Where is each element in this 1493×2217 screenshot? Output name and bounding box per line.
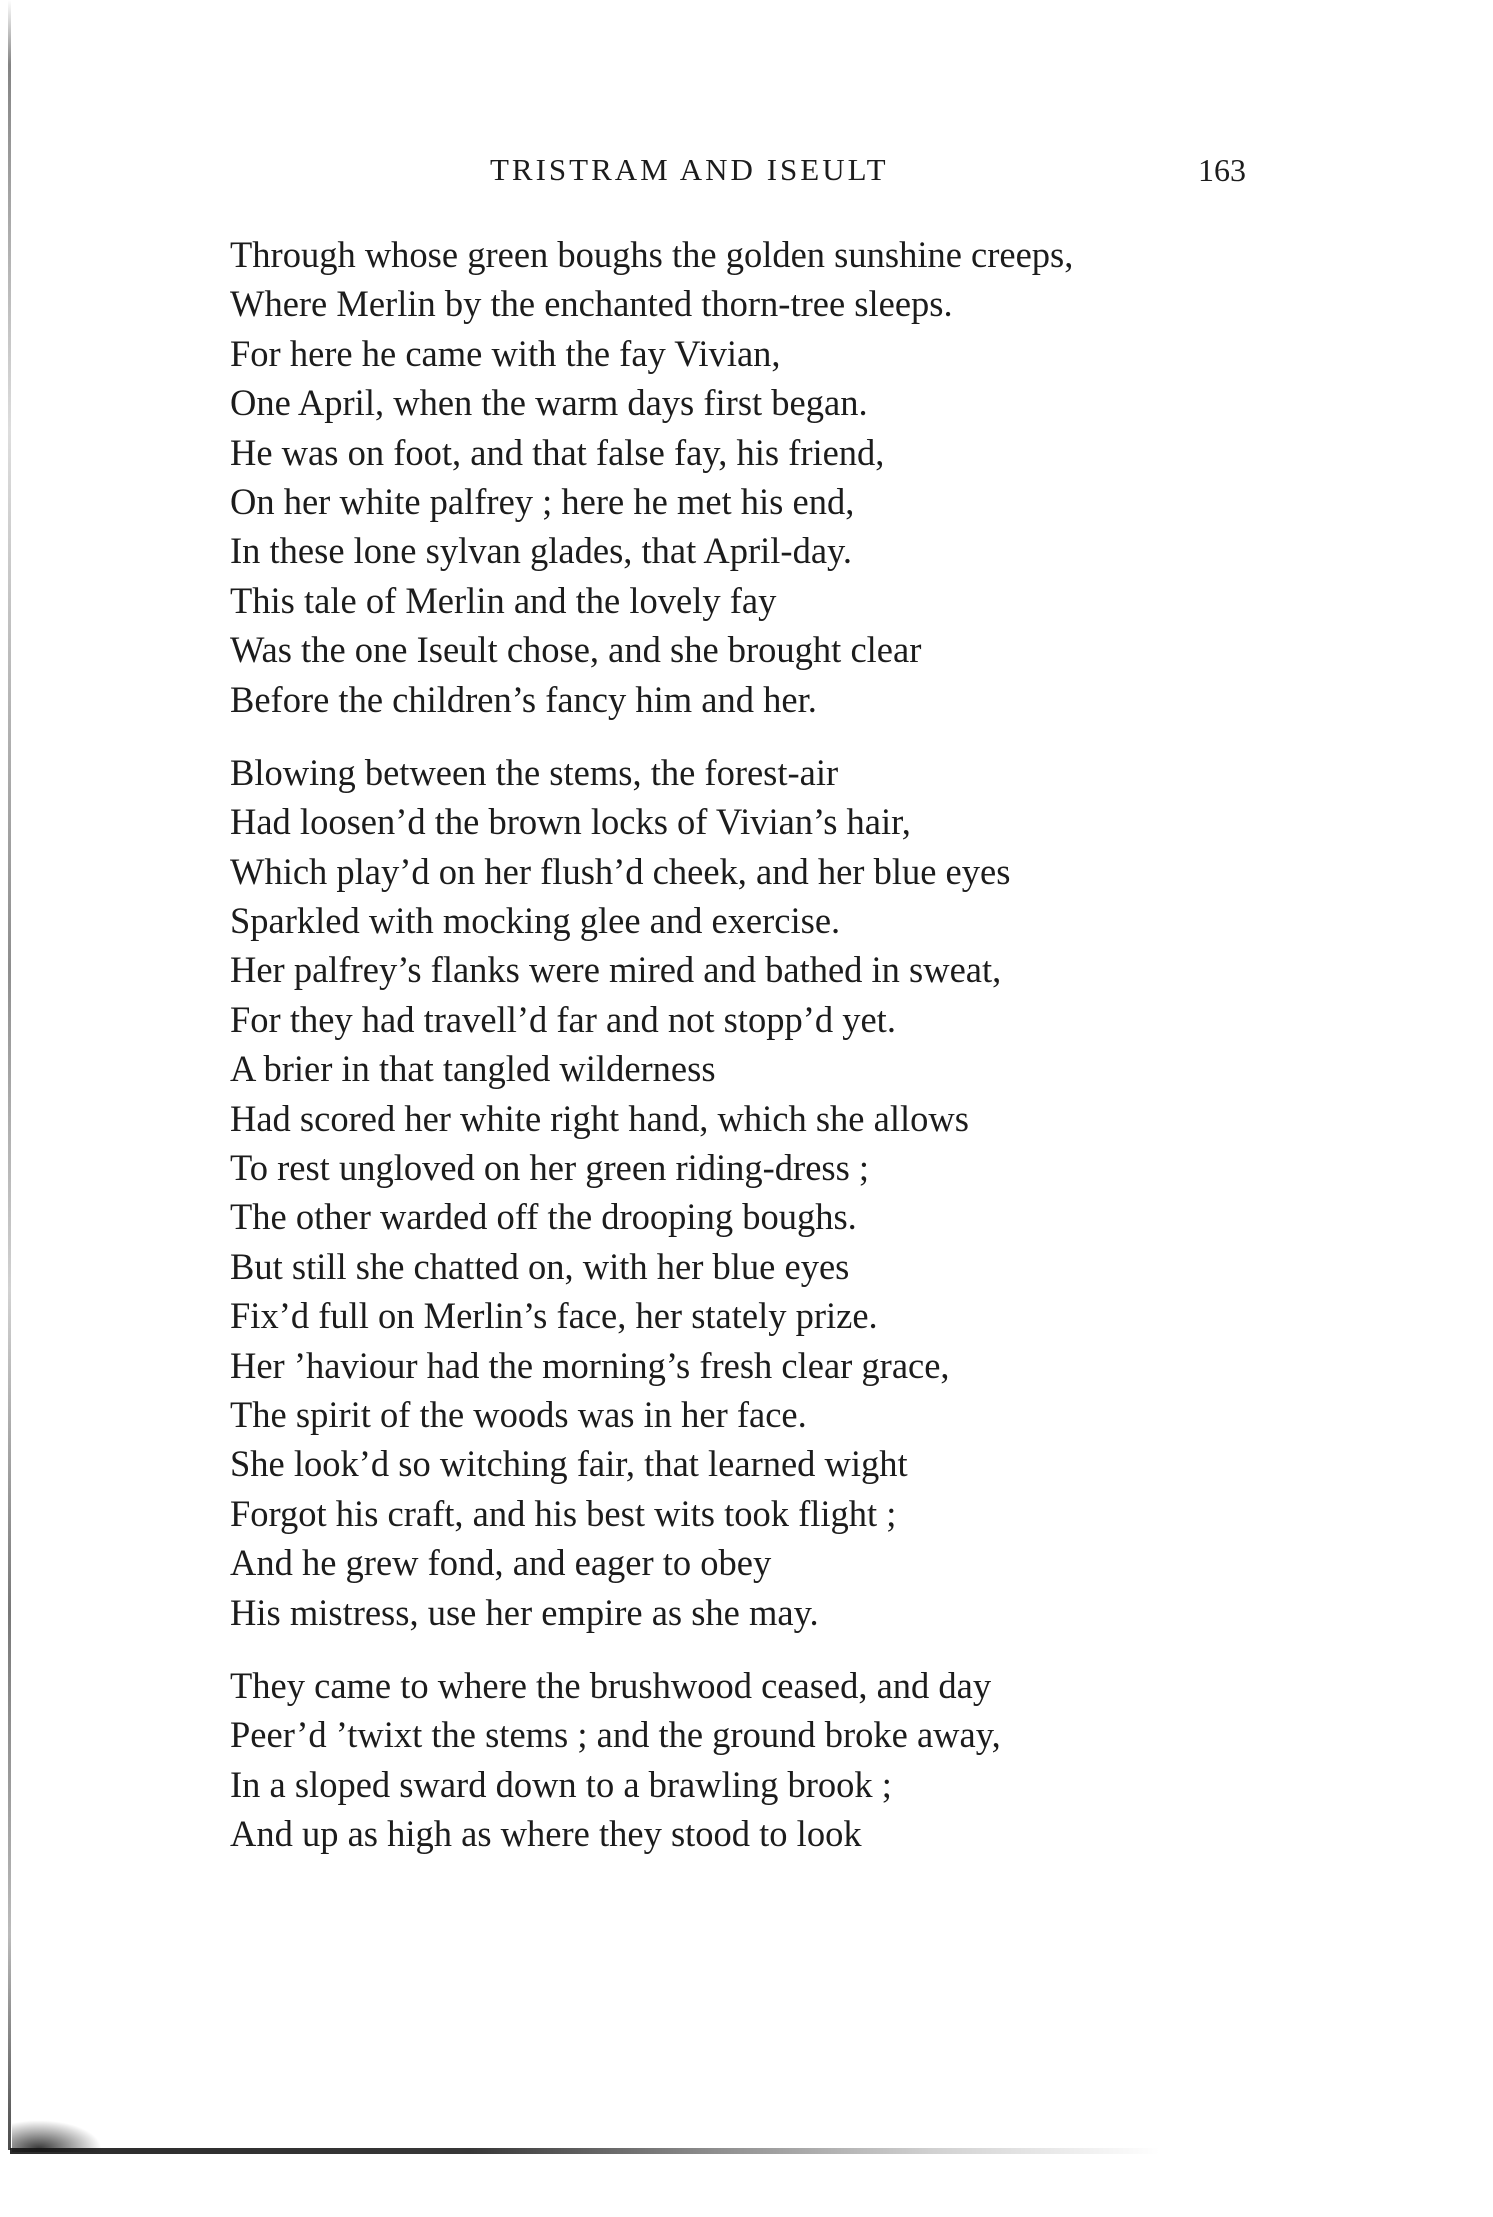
- binding-edge-shadow: [8, 0, 11, 2150]
- verse-line: She look’d so witching fair, that learned wight: [230, 1443, 908, 1485]
- verse-line: He was on foot, and that false fay, his friend,: [230, 431, 885, 473]
- stanza: [230, 1661, 1430, 1859]
- verse-line: Sparkled with mocking glee and exercise.: [230, 900, 841, 942]
- verse-line: To rest ungloved on her green riding-dress ;: [230, 1147, 870, 1189]
- verse-line: Had loosen’d the brown locks of Vivian’s hair,: [230, 801, 911, 843]
- bottom-edge-shadow: [10, 2148, 1160, 2154]
- verse-line: A brier in that tangled wilderness: [230, 1048, 716, 1090]
- verse-line: For they had travell’d far and not stopp’d yet.: [230, 998, 896, 1040]
- verse-line: For here he came with the fay Vivian,: [230, 332, 781, 374]
- verse-line: The other warded off the drooping boughs.: [230, 1196, 857, 1238]
- verse-line: This tale of Merlin and the lovely fay: [230, 579, 777, 621]
- poem-body: [230, 230, 1430, 1883]
- verse-line: Peer’d ’twixt the stems ; and the ground broke away,: [230, 1714, 1001, 1756]
- running-title: TRISTRAM AND ISEULT: [490, 152, 889, 187]
- verse-line: Was the one Iseult chose, and she brought clear: [230, 629, 922, 671]
- verse-line: Had scored her white right hand, which she allows: [230, 1097, 969, 1139]
- verse-line: And up as high as where they stood to look: [230, 1813, 862, 1855]
- stanza: [230, 748, 1430, 1637]
- verse-line: In these lone sylvan glades, that April-day.: [230, 530, 853, 572]
- verse-line: His mistress, use her empire as she may.: [230, 1591, 819, 1633]
- verse-line: On her white palfrey ; here he met his end,: [230, 480, 855, 522]
- verse-line: Where Merlin by the enchanted thorn-tree sleeps.: [230, 283, 953, 325]
- verse-line: In a sloped sward down to a brawling brook ;: [230, 1763, 892, 1805]
- verse-line: Her palfrey’s flanks were mired and bathed in sweat,: [230, 949, 1002, 991]
- verse-line: But still she chatted on, with her blue eyes: [230, 1245, 850, 1287]
- verse-line: One April, when the warm days first began.: [230, 382, 868, 424]
- verse-line: Forgot his craft, and his best wits took flight ;: [230, 1492, 897, 1534]
- verse-line: The spirit of the woods was in her face.: [230, 1393, 807, 1435]
- verse-line: Which play’d on her flush’d cheek, and her blue eyes: [230, 850, 1011, 892]
- stanza: [230, 230, 1430, 724]
- verse-line: They came to where the brushwood ceased, and day: [230, 1664, 992, 1706]
- page-number: 163: [1198, 152, 1246, 188]
- verse-line: Her ’haviour had the morning’s fresh clear grace,: [230, 1344, 950, 1386]
- verse-line: Before the children’s fancy him and her.: [230, 678, 817, 720]
- verse-line: Through whose green boughs the golden sunshine creeps,: [230, 234, 1074, 275]
- verse-line: Blowing between the stems, the forest-air: [230, 751, 839, 793]
- verse-line: Fix’d full on Merlin’s face, her stately prize.: [230, 1295, 878, 1337]
- verse-line: And he grew fond, and eager to obey: [230, 1542, 772, 1584]
